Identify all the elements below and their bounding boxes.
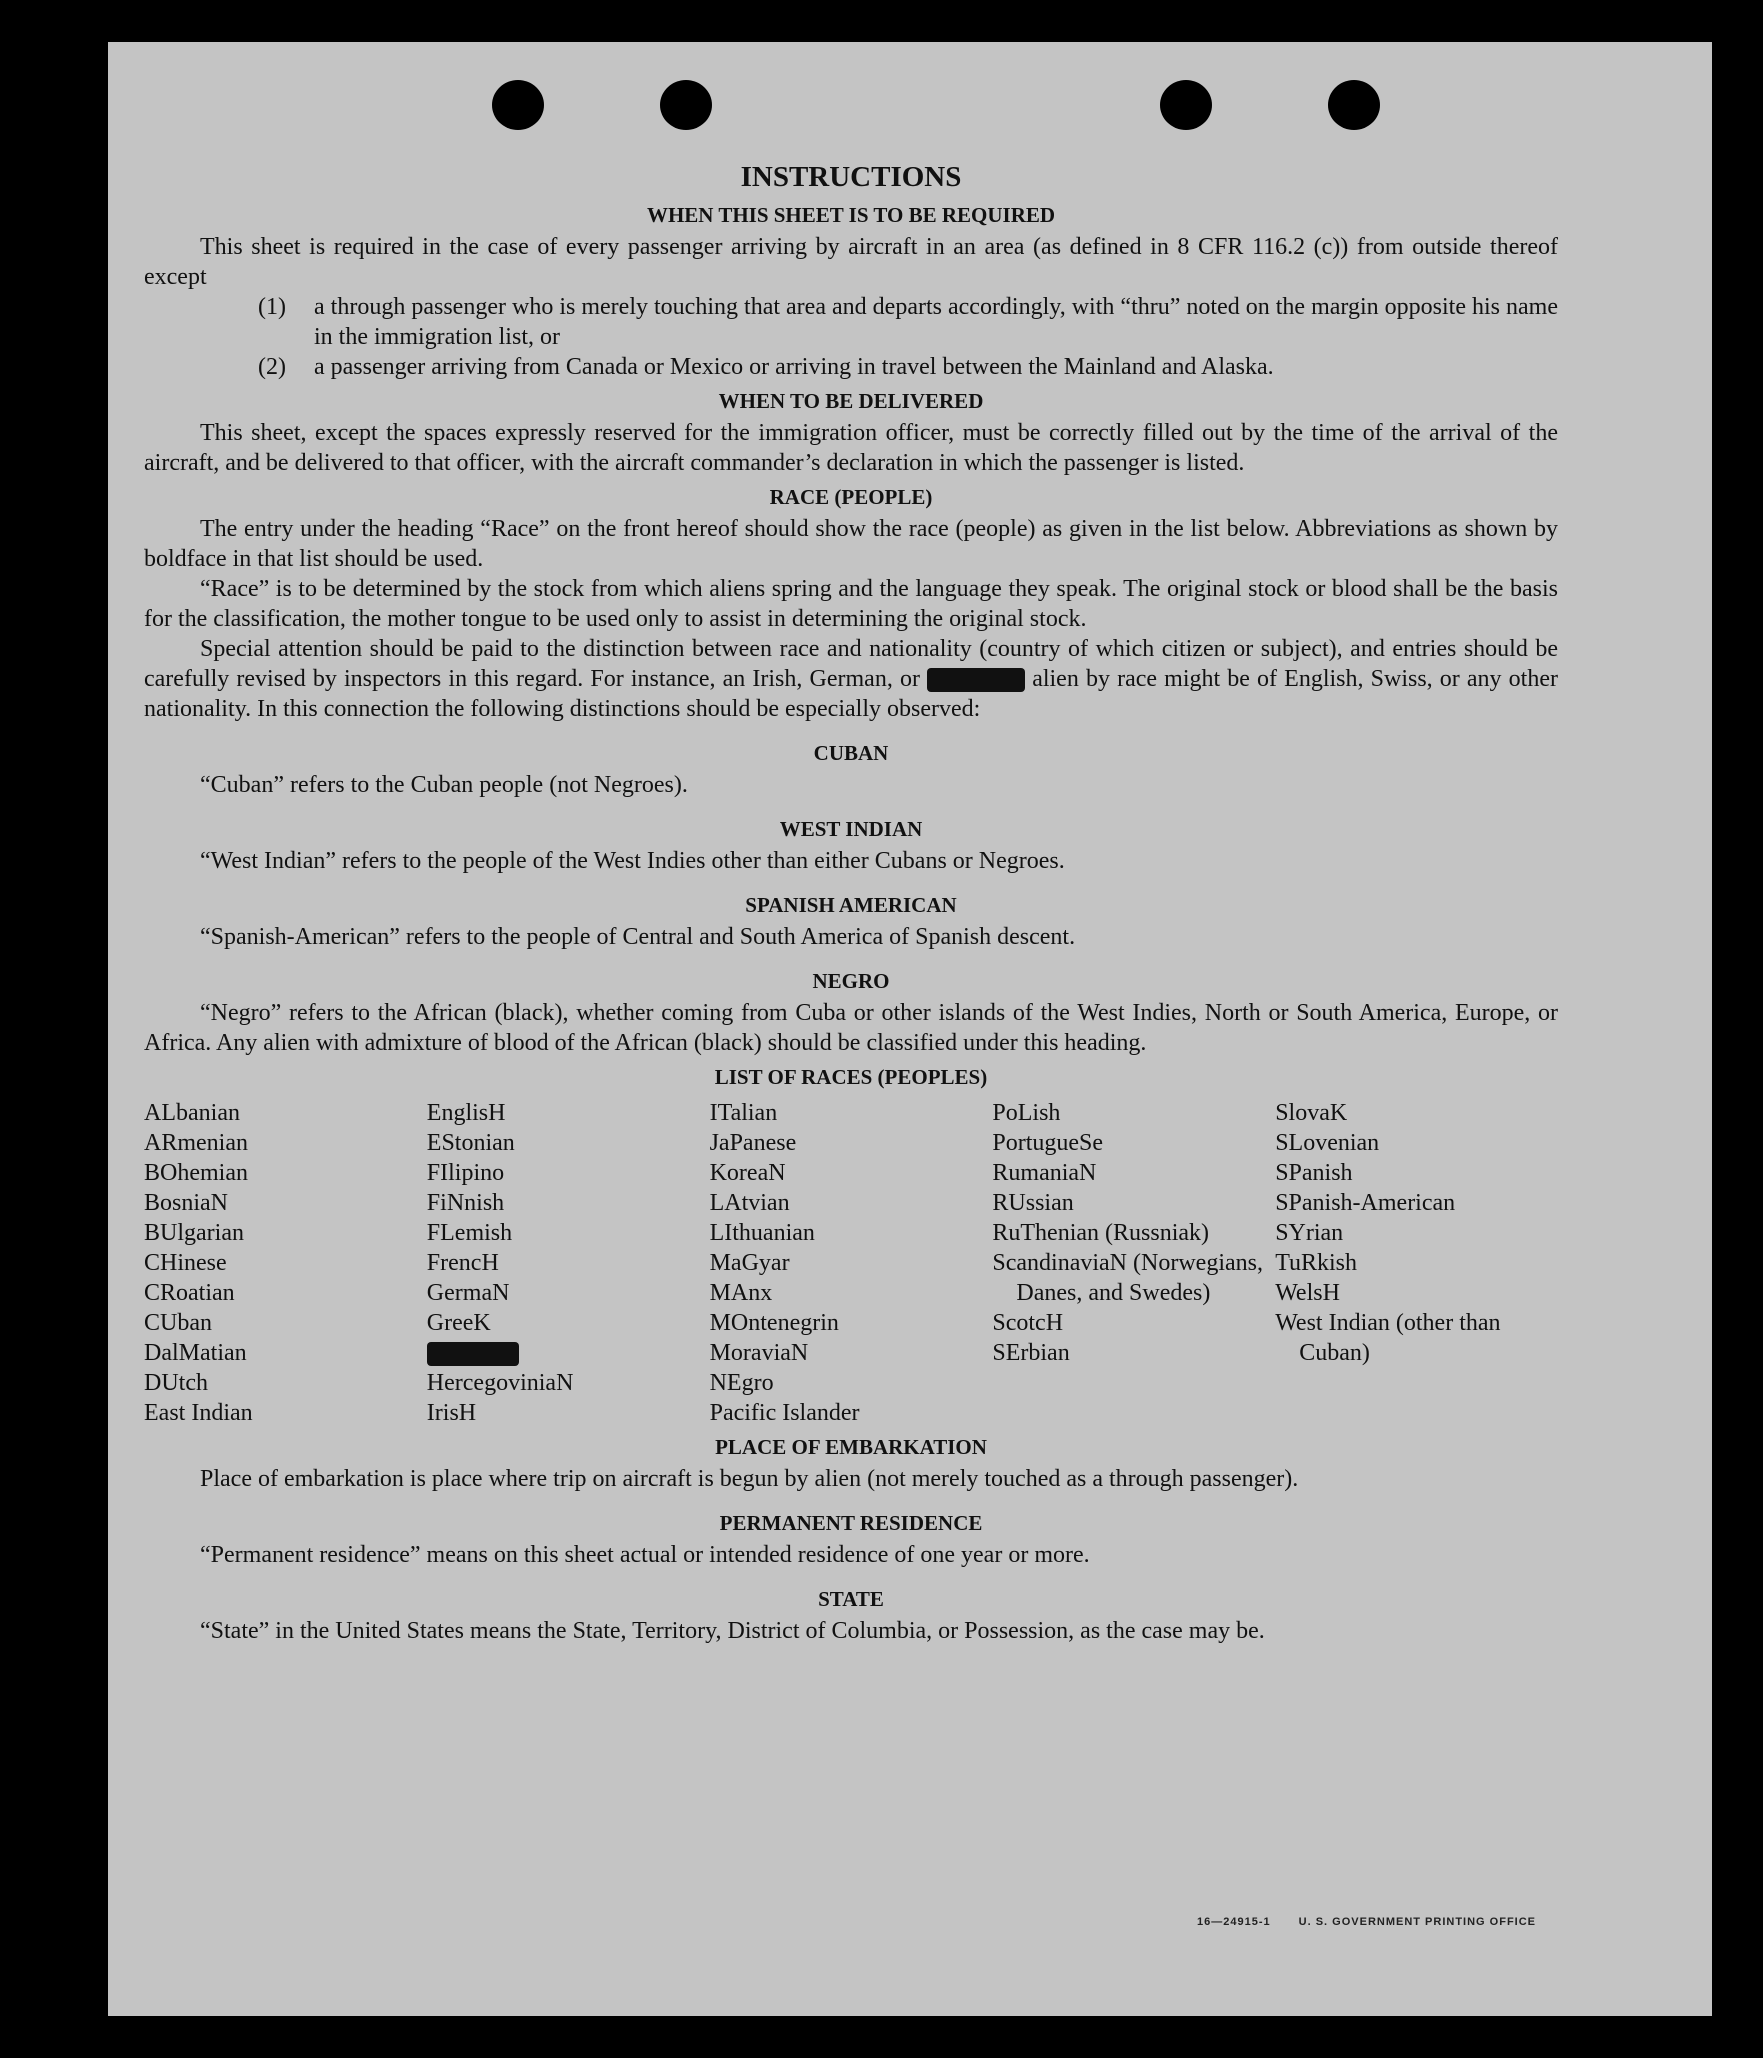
race-entry: FiNnish xyxy=(426,1190,505,1216)
section-heading-embarkation: PLACE OF EMBARKATION xyxy=(715,1435,987,1459)
required-intro: This sheet is required in the case of every passenger arriving by aircraft in an area (as defined in 8 CFR 116.2 (c)) from outside thereof except xyxy=(144,234,1558,290)
section-heading-list: LIST OF RACES (PEOPLES) xyxy=(714,1065,988,1089)
race-entry: FLemish xyxy=(426,1220,513,1246)
race-entry: Pacific Islander xyxy=(709,1400,860,1426)
section-heading-negro: NEGRO xyxy=(812,969,890,993)
race-entry: PortugueSe xyxy=(992,1130,1104,1156)
race-entry: RUssian xyxy=(992,1190,1074,1216)
race-entry: GreeK xyxy=(426,1310,491,1336)
section-heading-cuban: CUBAN xyxy=(813,741,889,765)
punch-hole xyxy=(1328,80,1380,130)
race-entry: MAnx xyxy=(709,1280,773,1306)
negro-text: “Negro” refers to the African (black), whether coming from Cuba or other islands of the West Indies, North or South America, Europe, or Africa. Any alien with admixture of blood of the African (black) should be classified under this heading. xyxy=(144,1000,1558,1056)
race-column xyxy=(1275,1098,1558,1428)
delivered-text: This sheet, except the spaces expressly reserved for the immigration officer, must be correctly filled out by the time of the arrival of the aircraft, and be delivered to that officer, with the aircraft commander’s declaration in which the passenger is listed. xyxy=(144,420,1558,476)
race-entry: EnglisH xyxy=(426,1100,506,1126)
item-number: (2) xyxy=(258,354,286,380)
race-entry: CUban xyxy=(144,1310,212,1336)
race-entry: BosniaN xyxy=(144,1190,228,1216)
section-heading-residence: PERMANENT RESIDENCE xyxy=(719,1511,983,1535)
race-paragraph-3a: Special attention should be paid to the distinction between race and nationality (country of which citizen or subject), and entries should be carefully revised by inspectors in this regard. For instance, an Irish, German, or xyxy=(144,636,1558,692)
punch-hole xyxy=(660,80,712,130)
race-entry: FrencH xyxy=(426,1250,499,1276)
section-heading-race: RACE (PEOPLE) xyxy=(769,485,933,509)
race-paragraph-2: “Race” is to be determined by the stock from which aliens spring and the language they speak. The original stock or blood shall be the basis for the classification, the mother tongue to be used only to assist in determining the original stock. xyxy=(144,576,1558,632)
race-entry: LIthuanian xyxy=(709,1220,815,1246)
race-entry: CHinese xyxy=(144,1250,227,1276)
race-entry: IrisH xyxy=(426,1400,477,1426)
exception-item xyxy=(258,352,1558,382)
punch-hole xyxy=(492,80,544,130)
section-heading-required: WHEN THIS SHEET IS TO BE REQUIRED xyxy=(646,203,1056,227)
race-entry: BOhemian xyxy=(144,1160,248,1186)
race-list xyxy=(144,1098,1558,1428)
race-entry: ARmenian xyxy=(144,1130,248,1156)
race-entry: RumaniaN xyxy=(992,1160,1097,1186)
instructions-content xyxy=(144,160,1558,1646)
race-entry: ScotcH xyxy=(992,1310,1064,1336)
item-text: a through passenger who is merely touching that area and departs accordingly, with “thru” noted on the margin opposite his name in the immigration list, or xyxy=(314,294,1558,350)
race-entry: RuThenian (Russniak) xyxy=(992,1220,1210,1246)
race-entry: SlovaK xyxy=(1275,1100,1348,1126)
race-entry: ScandinaviaN (Norwegians, Danes, and Swedes) xyxy=(992,1250,1263,1306)
redaction-mark xyxy=(927,668,1025,692)
race-entry: BUlgarian xyxy=(144,1220,244,1246)
race-entry: East Indian xyxy=(144,1400,253,1426)
race-entry: FIlipino xyxy=(426,1160,505,1186)
race-column xyxy=(710,1098,993,1428)
page-title: INSTRUCTIONS xyxy=(740,161,962,193)
race-entry: PoLish xyxy=(992,1100,1061,1126)
race-entry: DalMatian xyxy=(144,1340,247,1366)
race-column xyxy=(144,1098,427,1428)
race-entry: GermaN xyxy=(426,1280,510,1306)
race-entry: MoraviaN xyxy=(709,1340,809,1366)
race-paragraph-3b: alien by race might be of English, Swiss, or any other nationality. In this connection the following distinctions should be especially observed: xyxy=(144,666,1558,722)
section-heading-state: STATE xyxy=(818,1587,884,1611)
race-column xyxy=(992,1098,1275,1428)
race-entry: ALbanian xyxy=(144,1100,240,1126)
form-number: 16—24915-1 xyxy=(1197,1916,1271,1928)
race-entry: LAtvian xyxy=(709,1190,790,1216)
printer-imprint: U. S. GOVERNMENT PRINTING OFFICE xyxy=(1298,1916,1536,1928)
section-heading-west-indian: WEST INDIAN xyxy=(779,817,923,841)
cuban-text: “Cuban” refers to the Cuban people (not Negroes). xyxy=(200,772,688,798)
race-entry: CRoatian xyxy=(144,1280,235,1306)
west-indian-text: “West Indian” refers to the people of the West Indies other than either Cubans or Negroes. xyxy=(200,848,1065,874)
race-entry: MaGyar xyxy=(709,1250,790,1276)
race-entry: EStonian xyxy=(426,1130,515,1156)
race-entry: MOntenegrin xyxy=(709,1310,839,1336)
race-entry: SPanish xyxy=(1275,1160,1353,1186)
race-entry: KoreaN xyxy=(709,1160,786,1186)
race-entry: JaPanese xyxy=(709,1130,797,1156)
race-entry: SYrian xyxy=(1275,1220,1344,1246)
race-paragraph-1: The entry under the heading “Race” on the front hereof should show the race (people) as given in the list below. Abbreviations as shown by boldface in that list should be used. xyxy=(144,516,1558,572)
race-paragraph-3 xyxy=(144,634,1558,724)
state-text: “State” in the United States means the State, Territory, District of Columbia, or Possession, as the case may be. xyxy=(200,1618,1265,1644)
embarkation-text: Place of embarkation is place where trip on aircraft is begun by alien (not merely touched as a through passenger). xyxy=(200,1466,1299,1492)
spanish-american-text: “Spanish-American” refers to the people of Central and South America of Spanish descent. xyxy=(200,924,1076,950)
race-entry: WelsH xyxy=(1275,1280,1340,1306)
race-entry: ITalian xyxy=(709,1100,778,1126)
race-entry: HercegoviniaN xyxy=(426,1370,574,1396)
race-entry: SErbian xyxy=(992,1340,1070,1366)
section-heading-delivered: WHEN TO BE DELIVERED xyxy=(718,389,984,413)
race-column xyxy=(427,1098,710,1428)
redaction-mark xyxy=(427,1342,519,1366)
race-entry: SLovenian xyxy=(1275,1130,1380,1156)
race-entry-redacted xyxy=(427,1338,710,1368)
race-entry: DUtch xyxy=(144,1370,208,1396)
race-entry: SPanish-American xyxy=(1275,1190,1456,1216)
form-footer xyxy=(1169,1916,1536,1928)
item-number: (1) xyxy=(258,294,286,320)
race-entry: West Indian (other than Cuban) xyxy=(1275,1310,1501,1366)
document-sheet xyxy=(108,42,1712,2016)
exception-item xyxy=(258,292,1558,352)
residence-text: “Permanent residence” means on this sheet actual or intended residence of one year or more. xyxy=(200,1542,1090,1568)
punch-hole xyxy=(1160,80,1212,130)
section-heading-spanish-american: SPANISH AMERICAN xyxy=(745,893,957,917)
race-entry: NEgro xyxy=(709,1370,774,1396)
item-text: a passenger arriving from Canada or Mexico or arriving in travel between the Mainland and Alaska. xyxy=(314,354,1274,380)
race-entry: TuRkish xyxy=(1275,1250,1358,1276)
